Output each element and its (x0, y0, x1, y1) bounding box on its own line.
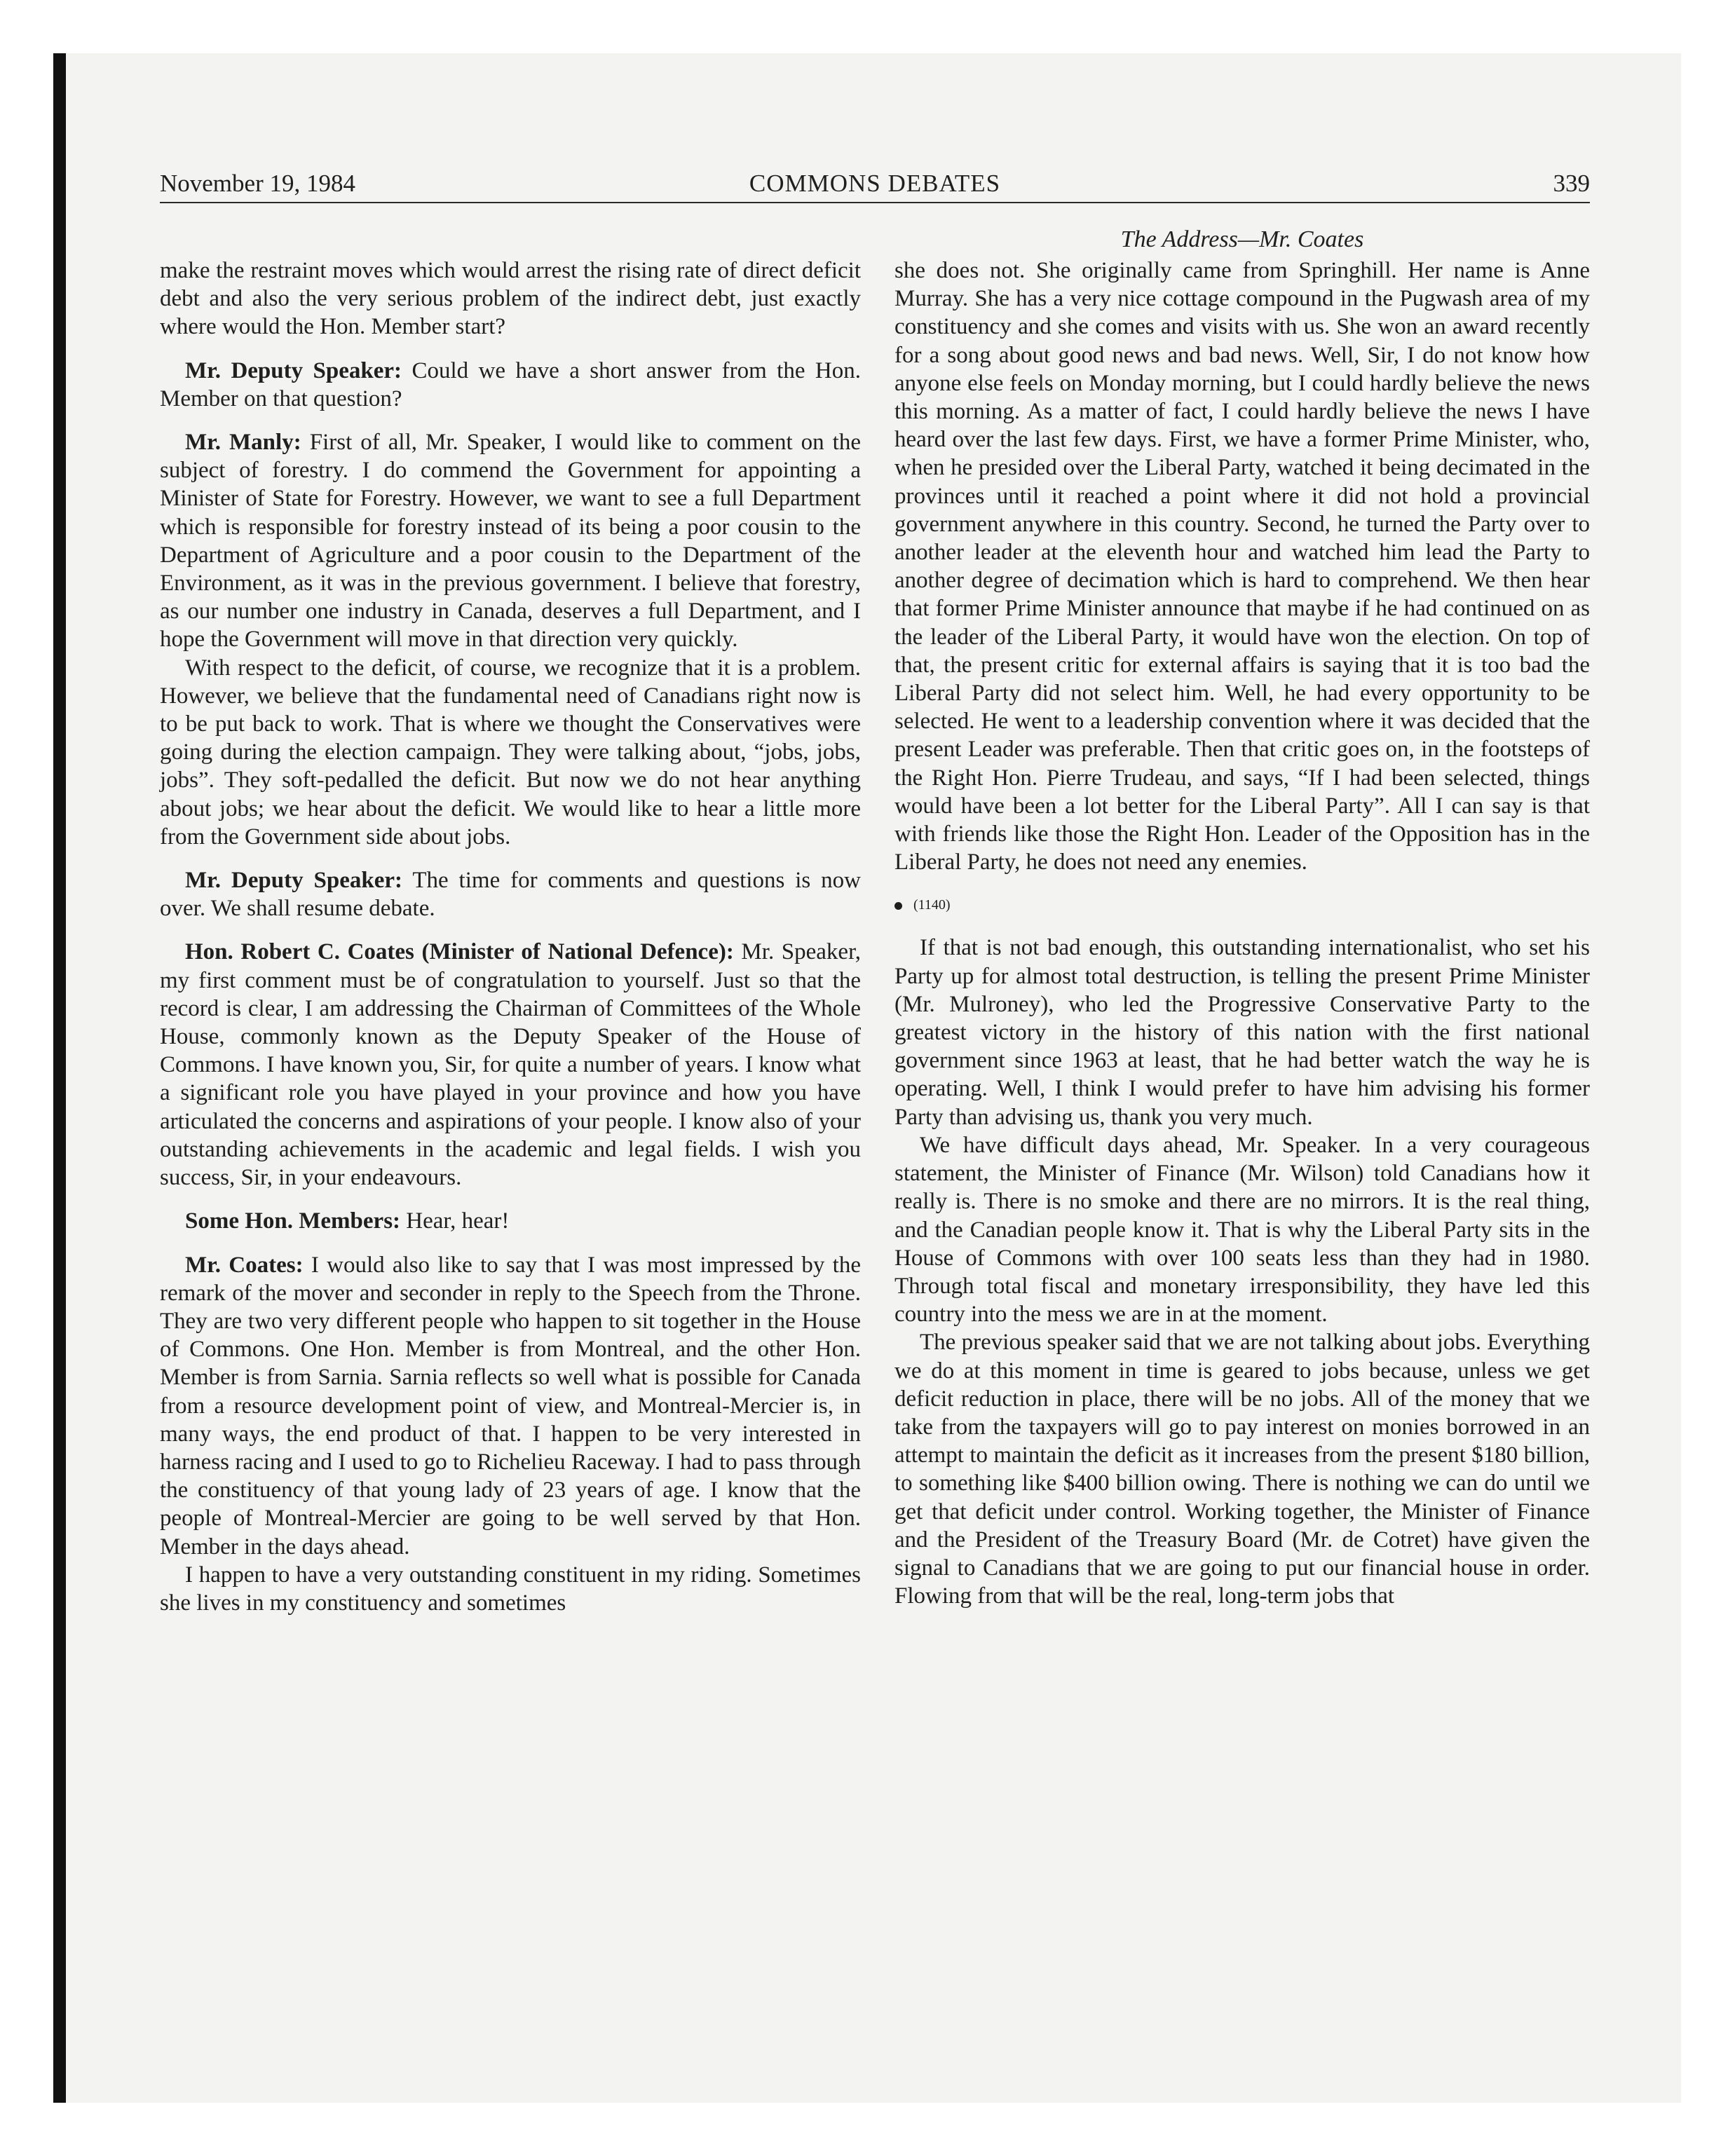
paragraph (894, 934, 1590, 1131)
paragraph-text: I happen to have a very outstanding constituent in my riding. Sometimes she lives in my constituency and sometimes (160, 1562, 861, 1616)
paragraph (160, 428, 861, 654)
bullet-icon (894, 902, 902, 910)
paragraph (894, 1328, 1590, 1610)
paragraph-text: We have difficult days ahead, Mr. Speaker. In a very courageous statement, the Minister of Finance (Mr. Wilson) told Canadians how it really is. There is no smoke and there are no mirrors. It is the real thing, and the Canadian people know it. That is why the Liberal Party sits in the House of Commons with over 100 seats less than they had in 1980. Through total fiscal and monetary irresponsibility, they have led this country into the mess we are in at the moment. (894, 1132, 1590, 1328)
paragraph-text: I would also like to say that I was most impressed by the remark of the mover and seconder in reply to the Speech from the Throne. They are two very different people who happen to sit together in the House of Commons. One Hon. Member is from Montreal, and the other Hon. Member is from Sarnia. Sarnia reflects so well what is possible for Canada from a resource development point of view, and Montreal-Mercier is, in many ways, the end product of that. I happen to be very interested in harness racing and I used to go to Richelieu Raceway. I had to pass through the constituency of that young lady of 23 years of age. I know that the people of Montreal-Mercier are going to be well served by that Hon. Member in the days ahead. (160, 1252, 861, 1560)
paragraph (160, 357, 861, 413)
paragraph (160, 1561, 861, 1617)
paragraph-text: The time for comments and questions is now over. We shall resume debate. (160, 868, 861, 922)
paragraph-text: make the restraint moves which would arrest the rising rate of direct deficit debt and also the very serious problem of the indirect debt, just exactly where would the Hon. Member start? (160, 258, 861, 340)
paragraph-text: The previous speaker said that we are not talking about jobs. Everything we do at this moment in time is geared to jobs because, unless we get deficit reduction in place, there will be no jobs. All of the money that we take from the taxpayers will go to pay interest on monies borrowed in an attempt to maintain the deficit as it increases from the present $180 billion, to something like $400 billion owing. There is nothing we can do until we get that deficit under control. Working together, the Minister of Finance and the President of the Treasury Board (Mr. de Cotret) have given the signal to Canadians that we are going to put our financial house in order. Flowing from that will be the real, long-term jobs that (894, 1330, 1590, 1609)
right-column (894, 257, 1590, 1610)
speaker-name: Mr. Coates: (185, 1252, 304, 1278)
paragraph (894, 257, 1590, 876)
time-marker (894, 894, 1590, 915)
running-head: The Address—Mr. Coates (1120, 226, 1364, 252)
paragraph (894, 1131, 1590, 1328)
paragraph-text: Hear, hear! (400, 1208, 510, 1234)
paragraph (160, 938, 861, 1192)
speaker-name: Mr. Manly: (185, 430, 301, 456)
paragraph (160, 1207, 861, 1235)
paragraph-text: Could we have a short answer from the Hon. Member on that question? (160, 357, 861, 411)
paragraph-text: Mr. Speaker, my first comment must be of congratulation to yourself. Just so that the record is clear, I am addressing the Chairman of Committees of the Whole House, commonly known as the Deputy Speaker of the House of Commons. I have known you, Sir, for quite a number of years. I know what a significant role you have played in your province and how you have articulated the concerns and aspirations of your people. I know also of your outstanding achievements in the academic and legal fields. I wish you success, Sir, in your endeavours. (160, 939, 861, 1191)
header-title: COMMONS DEBATES (749, 170, 1001, 197)
header-rule (160, 202, 1590, 203)
speaker-name: Mr. Deputy Speaker: (185, 868, 403, 894)
speaker-name: Hon. Robert C. Coates (Minister of National Defence): (185, 939, 734, 965)
left-column (160, 257, 861, 1617)
paragraph-text: First of all, Mr. Speaker, I would like to comment on the subject of forestry. I do commend the Government for appointing a Minister of State for Forestry. However, we want to see a full Department which is responsible for forestry instead of its being a poor cousin to the Department of Agriculture and a poor cousin to the Department of the Environment, as it was in the previous government. I believe that forestry, as our number one industry in Canada, deserves a full Department, and I hope the Government will move in that direction very quickly. (160, 430, 861, 653)
paragraph (160, 866, 861, 922)
paragraph-text: With respect to the deficit, of course, we recognize that it is a problem. However, we believe that the fundamental need of Canadians right now is to be put back to work. That is where we thought the Conservatives were going during the election campaign. They were talking about, “jobs, jobs, jobs”. They soft-pedalled the deficit. But now we do not hear anything about jobs; we hear about the deficit. We would like to hear a little more from the Government side about jobs. (160, 655, 861, 850)
time-marker-text: (1140) (913, 897, 951, 913)
paragraph (160, 654, 861, 851)
page-number: 339 (1553, 170, 1590, 197)
paragraph-text: she does not. She originally came from Springhill. Her name is Anne Murray. She has a very nice cottage compound in the Pugwash area of my constituency and she comes and visits with us. She won an award recently for a song about good news and bad news. Well, Sir, I do not know how anyone else feels on Monday morning, but I could hardly believe the news this morning. As a matter of fact, I could hardly believe the news I have heard over the last few days. First, we have a former Prime Minister, who, when he presided over the Liberal Party, watched it being decimated in the provinces until it reached a point where it did not hold a provincial government anywhere in this country. Second, he turned the Party over to another leader at the eleventh hour and watched him lead the Party to another degree of decimation which is hard to comprehend. We then hear that former Prime Minister announce that maybe if he had continued on as the leader of the Liberal Party, it would have won the election. On top of that, the present critic for external affairs is saying that it is too bad the Liberal Party did not select him. Well, he had every opportunity to be selected. He went to a leadership convention where it was decided that the present Leader was preferable. Then that critic goes on, in the footsteps of the Right Hon. Pierre Trudeau, and says, “If I had been selected, things would have been a lot better for the Liberal Party”. All I can say is that with friends like those the Right Hon. Leader of the Opposition has in the Liberal Party, he does not need any enemies. (894, 258, 1590, 875)
page-header (160, 167, 1590, 200)
speaker-name: Some Hon. Members: (185, 1208, 401, 1234)
paragraph (160, 1251, 861, 1561)
paragraph (160, 257, 861, 341)
paragraph-text: If that is not bad enough, this outstanding internationalist, who set his Party up for almost total destruction, is telling the present Prime Minister (Mr. Mulroney), who led the Progressive Conservative Party to the greatest victory in the history of this nation with the first national government since 1963 at least, that he had better watch the way he is operating. Well, I think I would prefer to have him advising his former Party than advising us, thank you very much. (894, 935, 1590, 1130)
speaker-name: Mr. Deputy Speaker: (185, 357, 402, 383)
binding-edge (53, 53, 66, 2103)
header-date: November 19, 1984 (160, 170, 355, 197)
